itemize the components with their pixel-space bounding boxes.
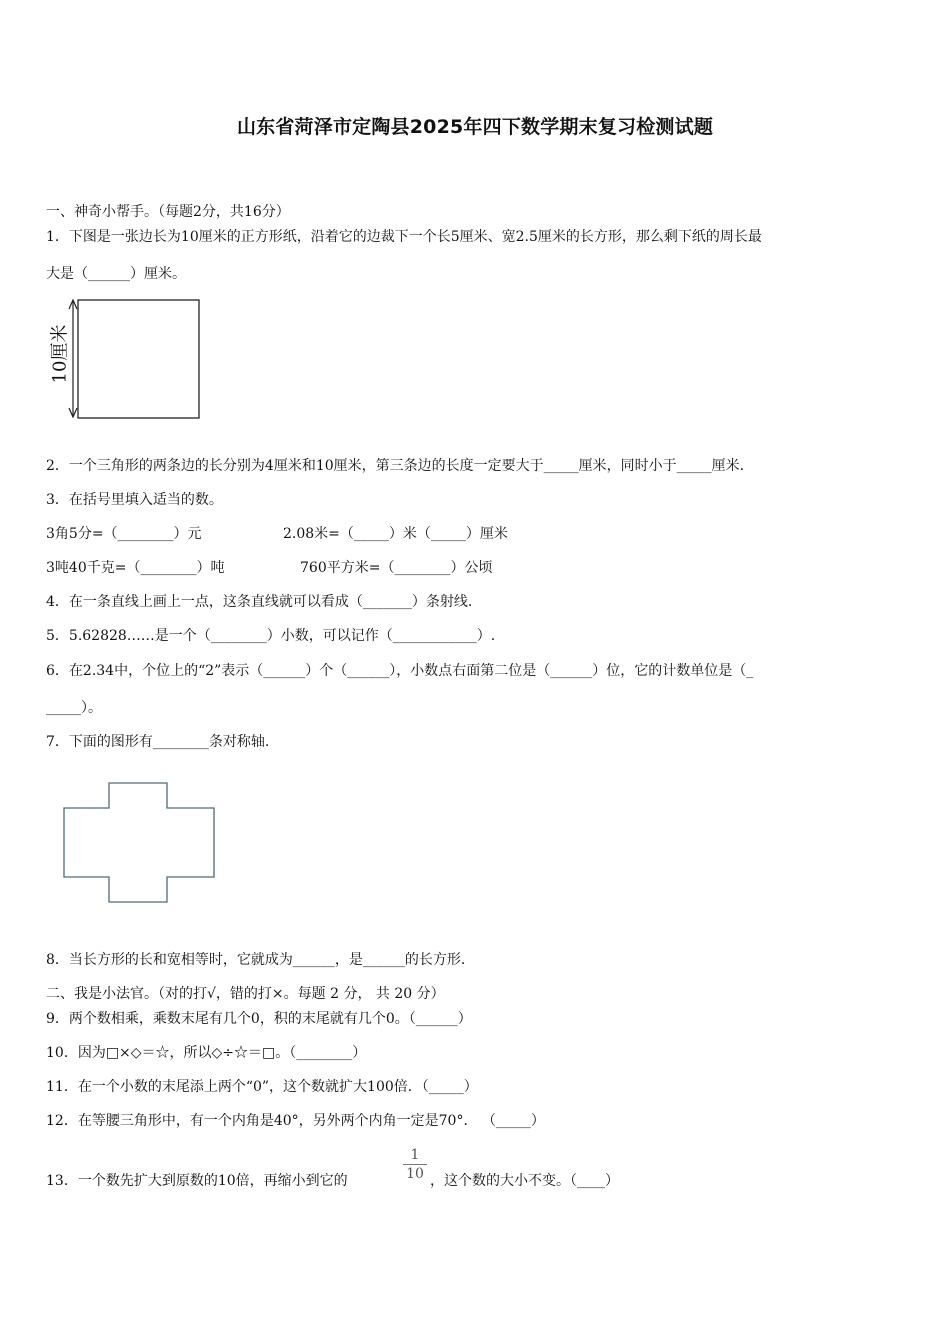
question-10: 10．因为□×◇＝☆，所以◇÷☆＝□。（________）	[46, 1045, 367, 1061]
cross-diagram	[58, 778, 223, 908]
fraction-numerator: 1	[403, 1146, 427, 1165]
question-9: 9．两个数相乘，乘数末尾有几个0，积的末尾就有几个0。（______）	[46, 1011, 472, 1027]
question-8: 8．当长方形的长和宽相等时，它就成为______，是______的长方形.	[46, 952, 466, 968]
question-6-line-1: 6．在2.34中，个位上的“2”表示（______）个（______），小数点右面第二位是（______）位，它的计数单位是（_	[46, 663, 754, 679]
square-diagram	[60, 296, 210, 426]
question-3: 3．在括号里填入适当的数。	[46, 492, 223, 508]
question-4: 4．在一条直线上画上一点，这条直线就可以看成（_______）条射线.	[46, 594, 473, 610]
question-12: 12．在等腰三角形中，有一个内角是40°，另外两个内角一定是70°． （_____）	[46, 1113, 545, 1129]
question-2: 2．一个三角形的两条边的长分别为4厘米和10厘米，第三条边的长度一定要大于_____厘米，同时小于_____厘米.	[46, 458, 745, 474]
question-1-line-2: 大是（______）厘米。	[46, 266, 186, 282]
question-11: 11．在一个小数的末尾添上两个“0”，这个数就扩大100倍．（_____）	[46, 1079, 478, 1095]
question-13-after: ，这个数的大小不变。（____）	[430, 1173, 619, 1189]
fraction-one-tenth	[403, 1146, 427, 1183]
cross-shape-outline	[64, 783, 214, 902]
question-13-before: 13．一个数先扩大到原数的10倍，再缩小到它的	[46, 1173, 348, 1189]
square-outline	[78, 300, 199, 418]
section-2-heading: 二、我是小法官。（对的打√，错的打×。每题 2 分， 共 20 分）	[46, 986, 445, 1002]
question-3-row-1b: 2.08米=（_____）米（_____）厘米	[283, 526, 508, 542]
question-1-line-1: 1．下图是一张边长为10厘米的正方形纸，沿着它的边裁下一个长5厘米、宽2.5厘米的长方形，那么剩下纸的周长最	[46, 229, 762, 245]
section-1-heading: 一、神奇小帮手。（每题2分，共16分）	[46, 204, 290, 220]
cross-figure	[58, 778, 223, 908]
square-side-label: 10厘米	[49, 324, 70, 384]
question-5: 5．5.62828……是一个（________）小数，可以记作（____________）.	[46, 628, 496, 644]
question-3-row-2b: 760平方米=（________）公顷	[300, 560, 493, 576]
page-title: 山东省菏泽市定陶县2025年四下数学期末复习检测试题	[236, 116, 714, 138]
square-figure	[60, 296, 210, 426]
question-3-row-1a: 3角5分=（________）元	[46, 526, 202, 542]
question-6-line-2: _____）。	[46, 700, 102, 716]
question-7: 7．下面的图形有________条对称轴.	[46, 734, 270, 750]
fraction-denominator: 10	[406, 1166, 424, 1182]
question-3-row-2a: 3吨40千克=（________）吨	[46, 560, 225, 576]
